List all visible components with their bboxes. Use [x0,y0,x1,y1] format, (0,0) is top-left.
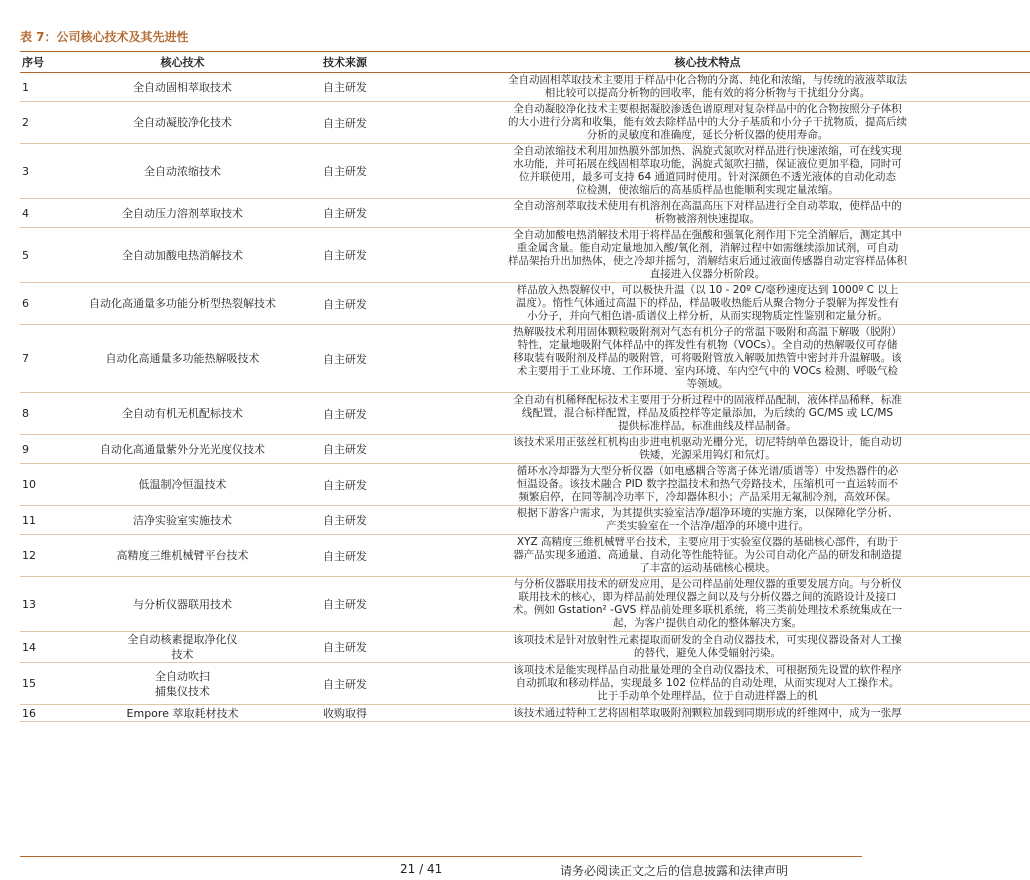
tech-feature-line: 位并联使用，最多可支持 64 通道同时使用。针对深颜色不透光液体的自动化动态 [518,171,897,183]
core-tech-name-line: 高精度三维机械臂平台技术 [116,549,249,562]
tech-feature [385,102,1030,144]
tech-feature [385,632,1030,663]
core-tech-name-line: 自动化高通量多功能热解吸技术 [105,352,260,365]
tech-feature-line: 自动抓取和移动样品，实现最多 102 位样品的自动处理，从而实现对人工操作术。 [515,677,900,689]
row-number: 2 [20,102,60,144]
core-tech-name [60,506,305,535]
tech-source: 自主研发 [305,102,385,144]
table-row [20,228,1030,283]
row-number: 4 [20,199,60,228]
core-tech-table-container [20,51,907,851]
tech-feature-line: 等领域。 [686,378,729,390]
core-tech-name [60,325,305,393]
table-row [20,283,1030,325]
core-tech-name [60,705,305,722]
core-tech-name-line: 全自动吹扫 [155,669,210,683]
row-number: 3 [20,144,60,199]
core-tech-name [60,535,305,577]
tech-feature [385,283,1030,325]
tech-feature-line: 频繁启停，在同等制冷功率下，冷却器体积小；产品采用无氟制冷剂，高效环保。 [518,491,897,503]
tech-source: 自主研发 [305,325,385,393]
tech-source: 自主研发 [305,144,385,199]
core-tech-name-line: 与分析仪器联用技术 [133,597,232,611]
tech-feature-line: 全自动有机稀释配标技术主要用于分析过程中的固液样品配制，液体样品稀释，标准 [513,394,902,406]
row-number: 8 [20,393,60,435]
tech-feature-line: 全自动固相萃取技术主要用于样品中化合物的分离、纯化和浓缩，与传统的液液萃取法 [508,74,907,86]
tech-feature-line: 全自动溶剂萃取技术使用有机溶剂在高温高压下对样品进行全自动萃取，使样品中的 [513,200,902,212]
tech-feature [385,325,1030,393]
tech-feature-line: 了丰富的运动基础核心模块。 [639,562,776,574]
tech-feature-line: 特性，定量地吸附气体样品中的挥发性有机物（VOCs）。全自动的热解吸仪可存储 [517,339,898,351]
tech-feature-line: 器产品实现多通道、高通量、自动化等性能特征。为公司自动化产品的研发和制造提 [513,549,902,561]
core-tech-name [60,632,305,663]
core-tech-name-line: 低温制冷恒温技术 [138,478,227,491]
table-row [20,705,1030,722]
core-tech-name [60,283,305,325]
tech-feature [385,535,1030,577]
tech-feature-line: XYZ 高精度三维机械臂平台技术，主要应用于实验室仪器的基础核心部件，有助于 [516,536,899,548]
core-tech-name-line: 自动化高通量多功能分析型热裂解技术 [89,297,276,310]
core-tech-name-line: 全自动压力溶剂萃取技术 [122,206,243,220]
row-number: 7 [20,325,60,393]
tech-feature-line: 该技术采用正弦丝杠机构由步进电机驱动光栅分光，切尼特纳单色器设计，能自动切 [513,436,902,448]
tech-feature-line: 与分析仪器联用技术的研发应用，是公司样品前处理仪器的重要发展方向。与分析仪 [513,578,902,590]
header-no: 序号 [20,52,60,73]
tech-feature-line: 恒温设备。该技术融合 PID 数字控温技术和热气旁路技术，压缩机可一直运转而不 [516,478,899,490]
tech-feature-line: 术。例如 Gstation² -GVS 样品前处理多联机系统，将三类前处理技术系统集成在一 [512,604,903,616]
row-number: 15 [20,663,60,705]
tech-feature-line: 产类实验室在一个洁净/超净的环境中进行。 [605,520,810,532]
tech-feature [385,228,1030,283]
tech-feature-line: 样品架抬升出加热体，使之冷却并摇匀，消解结束后通过液面传感器自动定容样品体积 [508,255,907,267]
core-tech-name [60,435,305,464]
tech-feature-line: 析物被溶剂快速提取。 [655,213,760,225]
tech-source: 自主研发 [305,577,385,632]
tech-feature-line: 热解吸技术利用固体颗粒吸附剂对气态有机分子的常温下吸附和高温下解吸（脱附） [513,326,902,338]
tech-feature-line: 全自动浓缩技术利用加热膜外部加热、涡旋式氮吹对样品进行快速浓缩，可在线实现 [513,145,902,157]
header-tech: 核心技术 [60,52,305,73]
tech-feature-line: 该技术通过特种工艺将固相萃取吸附剂颗粒加载到同期形成的纤维网中，成为一张厚 [513,706,902,719]
tech-feature-line: 小分子，并向气相色谱-质谱仪上样分析，从而实现物质定性鉴别和定量分析。 [527,310,888,322]
core-tech-name [60,144,305,199]
row-number: 9 [20,435,60,464]
core-tech-name-line: 全自动固相萃取技术 [133,80,232,94]
tech-feature-line: 移取装有吸附剂及样品的吸附管，可将吸附管放入解吸加热管中密封并升温解吸。该 [513,352,902,364]
tech-feature [385,435,1030,464]
tech-feature [385,464,1030,506]
core-tech-name-line: 全自动凝胶净化技术 [133,116,232,129]
core-tech-name-line: Empore 萃取耗材技术 [126,706,239,720]
tech-feature-line: 位检测，使浓缩后的高基质样品也能顺利实现定量浓缩。 [576,184,839,196]
tech-feature [385,393,1030,435]
tech-feature [385,663,1030,705]
core-tech-table [20,51,1030,722]
tech-feature [385,705,1030,722]
tech-feature-line: 的替代，避免人体受辐射污染。 [634,647,781,659]
tech-source: 自主研发 [305,435,385,464]
tech-feature [385,73,1030,102]
tech-feature-line: 该项技术是能实现样品自动批量处理的全自动仪器技术，可根据预先设置的软件程序 [513,664,902,676]
core-tech-name [60,464,305,506]
tech-source: 自主研发 [305,464,385,506]
tech-feature-line: 该项技术是针对放射性元素提取而研发的全自动仪器技术，可实现仪器设备对人工操 [513,634,902,646]
tech-feature-line: 的大小进行分离和收集，能有效去除样品中的大分子基质和小分子干扰物质，提高后续 [508,116,907,128]
tech-feature-line: 根据下游客户需求，为其提供实验室洁净/超净环境的实施方案，以保障化学分析、 [516,507,899,519]
tech-feature-line: 术主要用于工业环境、工作环境、室内环境、车内空气中的 VOCs 检测、呼吸气检 [516,365,899,377]
table-row [20,393,1030,435]
core-tech-name [60,73,305,102]
tech-source: 自主研发 [305,632,385,663]
core-tech-name-line: 全自动有机无机配标技术 [122,407,243,420]
core-tech-name-line: 全自动浓缩技术 [144,164,221,178]
tech-source: 自主研发 [305,73,385,102]
tech-feature-line: 分析的灵敏度和准确度，延长分析仪器的使用寿命。 [586,129,829,141]
core-tech-name [60,199,305,228]
core-tech-name-line: 全自动核素提取净化仪 [127,633,238,646]
core-tech-name-line: 洁净实验室实施技术 [133,513,232,527]
table-row [20,144,1030,199]
table-row [20,435,1030,464]
core-tech-name [60,228,305,283]
core-tech-name-line: 技术 [171,648,194,661]
table-body [20,73,1030,722]
tech-feature-line: 线配置，混合标样配置，样品及质控样等定量添加，为后续的 GC/MS 或 LC/MS [521,407,894,419]
row-number: 13 [20,577,60,632]
tech-source: 收购取得 [305,705,385,722]
table-row [20,663,1030,705]
row-number: 16 [20,705,60,722]
tech-source: 自主研发 [305,663,385,705]
tech-feature [385,144,1030,199]
tech-source: 自主研发 [305,393,385,435]
tech-feature-line: 直接进入仪器分析阶段。 [649,268,766,280]
core-tech-name [60,102,305,144]
row-number: 1 [20,73,60,102]
table-header-row [20,52,1030,73]
tech-feature [385,577,1030,632]
row-number: 5 [20,228,60,283]
tech-feature-line: 全自动加酸电热消解技术用于将样品在强酸和强氧化剂作用下完全消解后，测定其中 [513,229,902,241]
row-number: 11 [20,506,60,535]
table-row [20,506,1030,535]
tech-feature-line: 相比较可以提高分析物的回收率，能有效的将分析物与干扰组分分离。 [544,87,871,99]
footer-disclaimer: 请务必阅读正文之后的信息披露和法律声明 [560,864,789,878]
core-tech-name [60,577,305,632]
tech-source: 自主研发 [305,283,385,325]
tech-feature-line: 重金属含量。能自动定量地加入酸/氧化剂，消解过程中如需继续添加试剂，可自动 [516,242,899,254]
tech-feature-line: 温度）。惰性气体通过高温下的样品，样品吸收热能后从聚合物分子裂解为挥发性有 [515,297,900,309]
tech-source: 自主研发 [305,506,385,535]
tech-source: 自主研发 [305,535,385,577]
header-source: 技术来源 [305,52,385,73]
row-number: 14 [20,632,60,663]
tech-feature-line: 循环水冷却器为大型分析仪器（如电感耦合等离子体光谱/质谱等）中发热器件的必 [516,465,899,477]
row-number: 6 [20,283,60,325]
header-feature: 核心技术特点 [385,52,1030,73]
table-row [20,325,1030,393]
table-row [20,199,1030,228]
table-caption: 表 7：公司核心技术及其先进性 [20,30,189,44]
core-tech-name [60,663,305,705]
page-number: 21 / 41 [400,862,443,876]
table-row [20,632,1030,663]
tech-feature-line: 样品放入热裂解仪中，可以极快升温（以 10 - 20º C/毫秒速度达到 1000º C 以上 [516,284,899,296]
core-tech-name-line: 全自动加酸电热消解技术 [122,248,243,262]
tech-feature-line: 比于手动单个处理样品，位于自动进样器上的机 [597,690,818,702]
tech-feature-line: 水功能，并可拓展在线固相萃取功能，涡旋式氮吹扫描，保证液位更加平稳，同时可 [513,158,902,170]
tech-feature-line: 联用技术的核心，即为样品前处理仪器之间以及与分析仪器之间的流路设计及接口 [518,591,897,603]
footer-divider [20,856,862,857]
core-tech-name-line: 自动化高通量紫外分光光度仪技术 [100,442,265,456]
tech-feature-line: 起，为客户提供自动化的整体解决方案。 [613,617,802,629]
tech-feature [385,506,1030,535]
table-row [20,577,1030,632]
tech-feature-line: 提供标准样品，标准曲线及样品制备。 [618,420,797,432]
table-row [20,464,1030,506]
tech-feature-line: 铁矮，光源采用钨灯和氘灯。 [639,449,776,461]
tech-feature [385,199,1030,228]
core-tech-name [60,393,305,435]
table-row [20,102,1030,144]
tech-source: 自主研发 [305,228,385,283]
table-row [20,73,1030,102]
tech-feature-line: 全自动凝胶净化技术主要根据凝胶渗透色谱原理对复杂样品中的化合物按照分子体积 [513,103,902,115]
row-number: 12 [20,535,60,577]
table-row [20,535,1030,577]
tech-source: 自主研发 [305,199,385,228]
row-number: 10 [20,464,60,506]
core-tech-name-line: 捕集仪技术 [155,684,210,698]
